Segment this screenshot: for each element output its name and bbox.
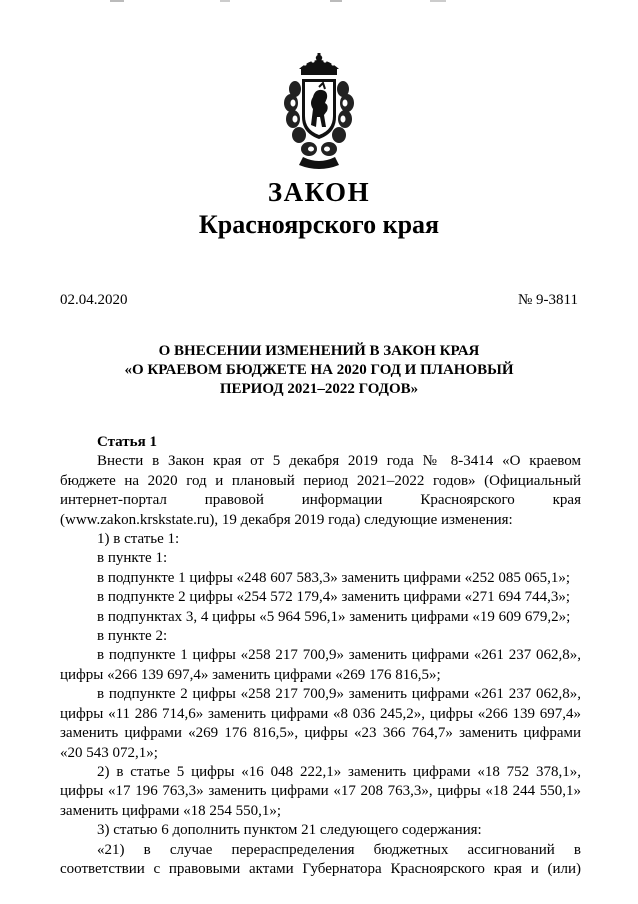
paragraph-line: цифры «11 286 714,6» заменить цифрами «8 036 245,2», цифры «266 139 697,4»: [60, 705, 581, 722]
paragraph-line: (www.zakon.krskstate.ru), 19 декабря 2019 года) следующие изменения:: [60, 511, 513, 528]
paragraph-line: заменить цифрами «269 176 816,5», цифры «23 366 764,7» заменить цифрами: [60, 725, 581, 742]
paragraph-line: Внести в Закон края от 5 декабря 2019 года № 8-3414 «О краевом: [97, 453, 581, 470]
page-subtitle: Красноярского края: [198, 210, 440, 239]
document-title-line: «О КРАЕВОМ БЮДЖЕТЕ НА 2020 ГОД И ПЛАНОВЫЙ: [124, 362, 514, 378]
document-date: 02.04.2020: [60, 292, 128, 308]
paragraph-line: «21) в случае перераспределения бюджетных ассигнований в: [97, 841, 581, 858]
paragraph-line: 2) в статье 5 цифры «16 048 222,1» заменить цифрами «18 752 378,1»,: [97, 763, 581, 780]
paragraph-line: в пункте 2:: [97, 628, 168, 645]
paragraph-line: в подпункте 1 цифры «248 607 583,3» заменить цифрами «252 085 065,1»;: [97, 569, 571, 586]
document-title-line: О ВНЕСЕНИИ ИЗМЕНЕНИЙ В ЗАКОН КРАЯ: [158, 343, 480, 359]
scan-artifact-marks: [100, 0, 540, 4]
paragraph-line: соответствии с правовыми актами Губернатора Красноярского края и (или): [60, 860, 581, 877]
paragraph-line: цифры «266 139 697,4» заменить цифрами «269 176 816,5»;: [60, 666, 441, 683]
page-title: ЗАКОН: [267, 177, 371, 207]
paragraph-line: бюджете на 2020 год и плановый период 2021–2022 годов» (Официальный: [60, 472, 581, 489]
paragraph-line: в подпунктах 3, 4 цифры «5 964 596,1» заменить цифрами «19 609 679,2»;: [97, 608, 571, 625]
paragraph-line: в подпункте 1 цифры «258 217 700,9» заменить цифрами «261 237 062,8»,: [97, 647, 581, 664]
paragraph-line: 1) в статье 1:: [97, 531, 180, 548]
document-title: [60, 342, 578, 399]
document-number: № 9-3811: [518, 292, 578, 308]
paragraph-line: в подпункте 2 цифры «254 572 179,4» заменить цифрами «271 694 744,3»;: [97, 589, 571, 606]
coat-of-arms-emblem: [269, 53, 369, 175]
paragraph-line: в подпункте 2 цифры «258 217 700,9» заменить цифрами «261 237 062,8»,: [97, 686, 581, 703]
document-body: [60, 433, 581, 879]
document-title-line: ПЕРИОД 2021–2022 ГОДОВ»: [219, 381, 419, 397]
paragraph-line: 3) статью 6 дополнить пунктом 21 следующего содержания:: [97, 822, 482, 839]
paragraph-line: в пункте 1:: [97, 550, 168, 567]
paragraph-line: «20 543 072,1»;: [60, 744, 158, 761]
paragraph-line: интернет-портал правовой информации Красноярского края: [60, 492, 581, 509]
paragraph-line: цифры «17 196 763,3» заменить цифрами «17 208 763,3», цифры «18 244 550,1»: [60, 783, 581, 800]
article-heading: Статья 1: [97, 434, 157, 450]
paragraph-line: заменить цифрами «18 254 550,1»;: [60, 802, 282, 819]
